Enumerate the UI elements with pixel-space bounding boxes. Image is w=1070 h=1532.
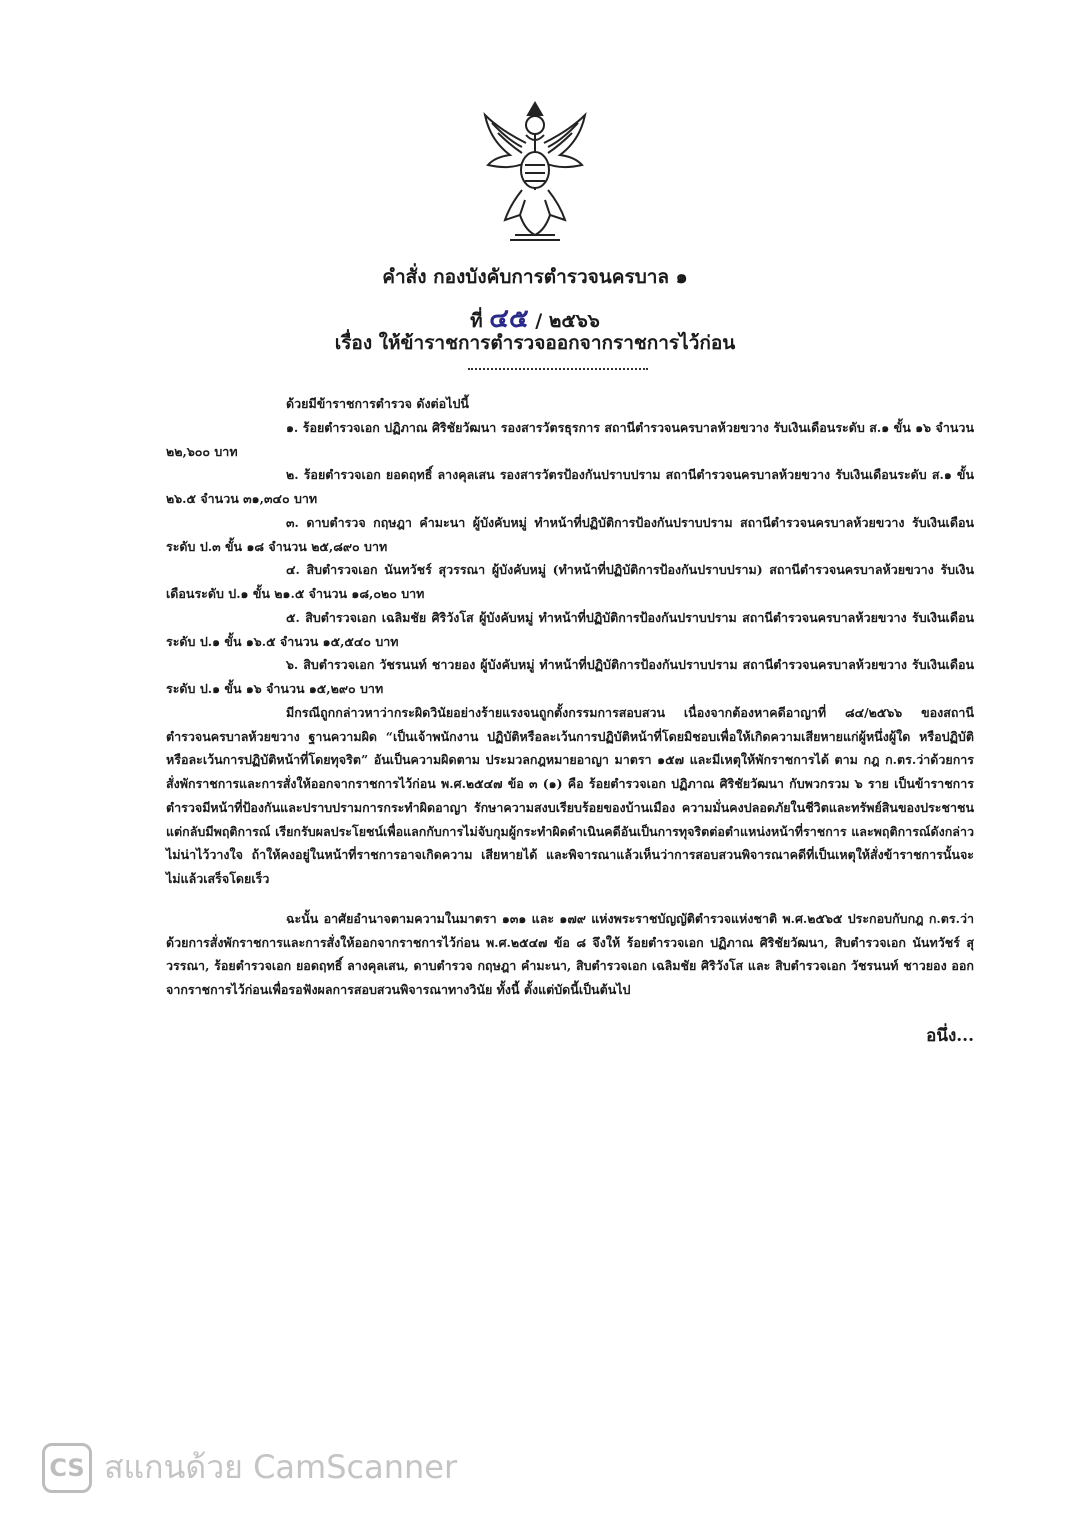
list-item: ๓. ดาบตำรวจ กฤษฎา คำมะนา ผู้บังคับหมู่ ทำหน้าที่ปฏิบัติการป้องกันปราบปราม สถานีตำรวจนครบาลห้วยขวาง รับเงินเดือนระดับ ป.๓ ขั้น ๑๘ จำนวน ๒๕,๘๙๐ บาท [166,514,974,554]
watermark-text: สแกนด้วย CamScanner [104,1448,458,1486]
list-item: ๔. สิบตำรวจเอก นันทวัชร์ สุวรรณา ผู้บังคับหมู่ (ทำหน้าที่ปฏิบัติการป้องกันปราบปราม) สถานีตำรวจนครบาลห้วยขวาง รับเงินเดือนระดับ ป.๑ ขั้น ๒๑.๕ จำนวน ๑๘,๐๒๐ บาท [166,562,974,601]
order-number-suffix: / ๒๕๖๖ [535,310,600,332]
intro-text: ด้วยมีข้าราชการตำรวจ ดังต่อไปนี้ [286,396,469,411]
list-item: ๕. สิบตำรวจเอก เฉลิมชัย ศิริวังโส ผู้บังคับหมู่ ทำหน้าที่ปฏิบัติการป้องกันปราบปราม สถานีตำรวจนครบาลห้วยขวาง รับเงินเดือนระดับ ป.๑ ขั้น ๑๖.๕ จำนวน ๑๕,๕๔๐ บาท [166,609,974,649]
reason-paragraph: มีกรณีถูกกล่าวหาว่ากระผิดวินัยอย่างร้ายแรงจนถูกตั้งกรรมการสอบสวน เนื่องจากต้องหาคดีอาญาที่ ๘๔/๒๕๖๖ ของสถานีตำรวจนครบาลห้วยขวาง ฐานความผิด “เป็นเจ้าพนักงาน ปฏิบัติหรือละเว้นการปฏิบัติหน้าที่โดยมิชอบเพื่อให้เกิดความเสียหายแก่ผู้หนึ่งผู้ใด หรือปฏิบัติหรือละเว้นการปฏิบัติหน้าที่โดยทุจริต” อันเป็นความผิดตาม ประมวลกฎหมายอาญา มาตรา ๑๕๗ และมีเหตุให้พักราชการได้ ตาม กฎ ก.ตร.ว่าด้วยการสั่งพักราชการและการสั่งให้ออกจากราชการไว้ก่อน พ.ศ.๒๕๔๗ ข้อ ๓ (๑) คือ ร้อยตำรวจเอก ปฏิภาณ ศิริชัยวัฒนา กับพวกรวม ๖ ราย เป็นข้าราชการตำรวจมีหน้าที่ป้องกันและปราบปรามการกระทำผิดอาญา รักษาความสงบเรียบร้อยของบ้านเมือง ความมั่นคงปลอดภัยในชีวิตและทรัพย์สินของประชาชน แต่กลับมีพฤติการณ์ เรียกรับผลประโยชน์เพื่อแลกกับการไม่จับกุมผู้กระทำผิดดำเนินคดีอันเป็นการทุจริตต่อตำแหน่งหน้าที่ราชการ และพฤติการณ์ดังกล่าวไม่น่าไว้วางใจ ถ้าให้คงอยู่ในหน้าที่ราชการอาจเกิดความ เสียหายได้ และพิจารณาแล้วเห็นว่าการสอบสวนพิจารณาคดีที่เป็นเหตุให้สั่งข้าราชการนั้นจะไม่แล้วเสร็จโดยเร็ว [166,704,974,886]
list-item: ๒. ร้อยตำรวจเอก ยอดฤทธิ์ ลางคุลเสน รองสารวัตรป้องกันปราบปราม สถานีตำรวจนครบาลห้วยขวาง รับเงินเดือนระดับ ส.๑ ขั้น ๒๖.๕ จำนวน ๓๑,๓๔๐ บาท [166,467,974,506]
order-paragraph: ฉะนั้น อาศัยอำนาจตามความในมาตรา ๑๓๑ และ ๑๗๙ แห่งพระราชบัญญัติตำรวจแห่งชาติ พ.ศ.๒๕๖๕ ประกอบกับกฎ ก.ตร.ว่าด้วยการสั่งพักราชการและการสั่งให้ออกจากราชการไว้ก่อน พ.ศ.๒๕๔๗ ข้อ ๘ จึงให้ ร้อยตำรวจเอก ปฏิภาณ ศิริชัยวัฒนา, สิบตำรวจเอก นันทวัชร์ สุวรรณา, ร้อยตำรวจเอก ยอดฤทธิ์ ลางคุลเสน, ดาบตำรวจ กฤษฎา คำมะนา, สิบตำรวจเอก เฉลิมชัย ศิริวังโส และ สิบตำรวจเอก วัชรนนท์ ชาวยอง ออกจากราชการไว้ก่อนเพื่อรอฟังผลการสอบสวนพิจารณาทางวินัย ทั้งนี้ ตั้งแต่บัดนี้เป็นต้นไป [166,910,974,997]
list-item: ๑. ร้อยตำรวจเอก ปฏิภาณ ศิริชัยวัฒนา รองสารวัตรธุรการ สถานีตำรวจนครบาลห้วยขวาง รับเงินเดือนระดับ ส.๑ ขั้น ๑๖ จำนวน ๒๒,๖๐๐ บาท [166,419,974,459]
order-number-prefix: ที่ [470,310,483,332]
continuation-text: อนึ่ง... [926,1026,974,1046]
garuda-emblem-icon [480,95,590,245]
separator-dots [468,368,648,370]
camscanner-logo-icon: CS [42,1443,92,1493]
list-item: ๖. สิบตำรวจเอก วัชรนนท์ ชาวยอง ผู้บังคับหมู่ ทำหน้าที่ปฏิบัติการป้องกันปราบปราม สถานีตำรวจนครบาลห้วยขวาง รับเงินเดือนระดับ ป.๑ ขั้น ๑๖ จำนวน ๑๕,๒๙๐ บาท [166,657,974,696]
order-number-value: ๔๕ [489,304,529,334]
camscanner-watermark [42,1442,457,1493]
order-body [166,392,974,1002]
order-title: คำสั่ง กองบังคับการตำรวจนครบาล ๑ [382,266,688,288]
order-subject: เรื่อง ให้ข้าราชการตำรวจออกจากราชการไว้ก่อน [334,332,736,354]
